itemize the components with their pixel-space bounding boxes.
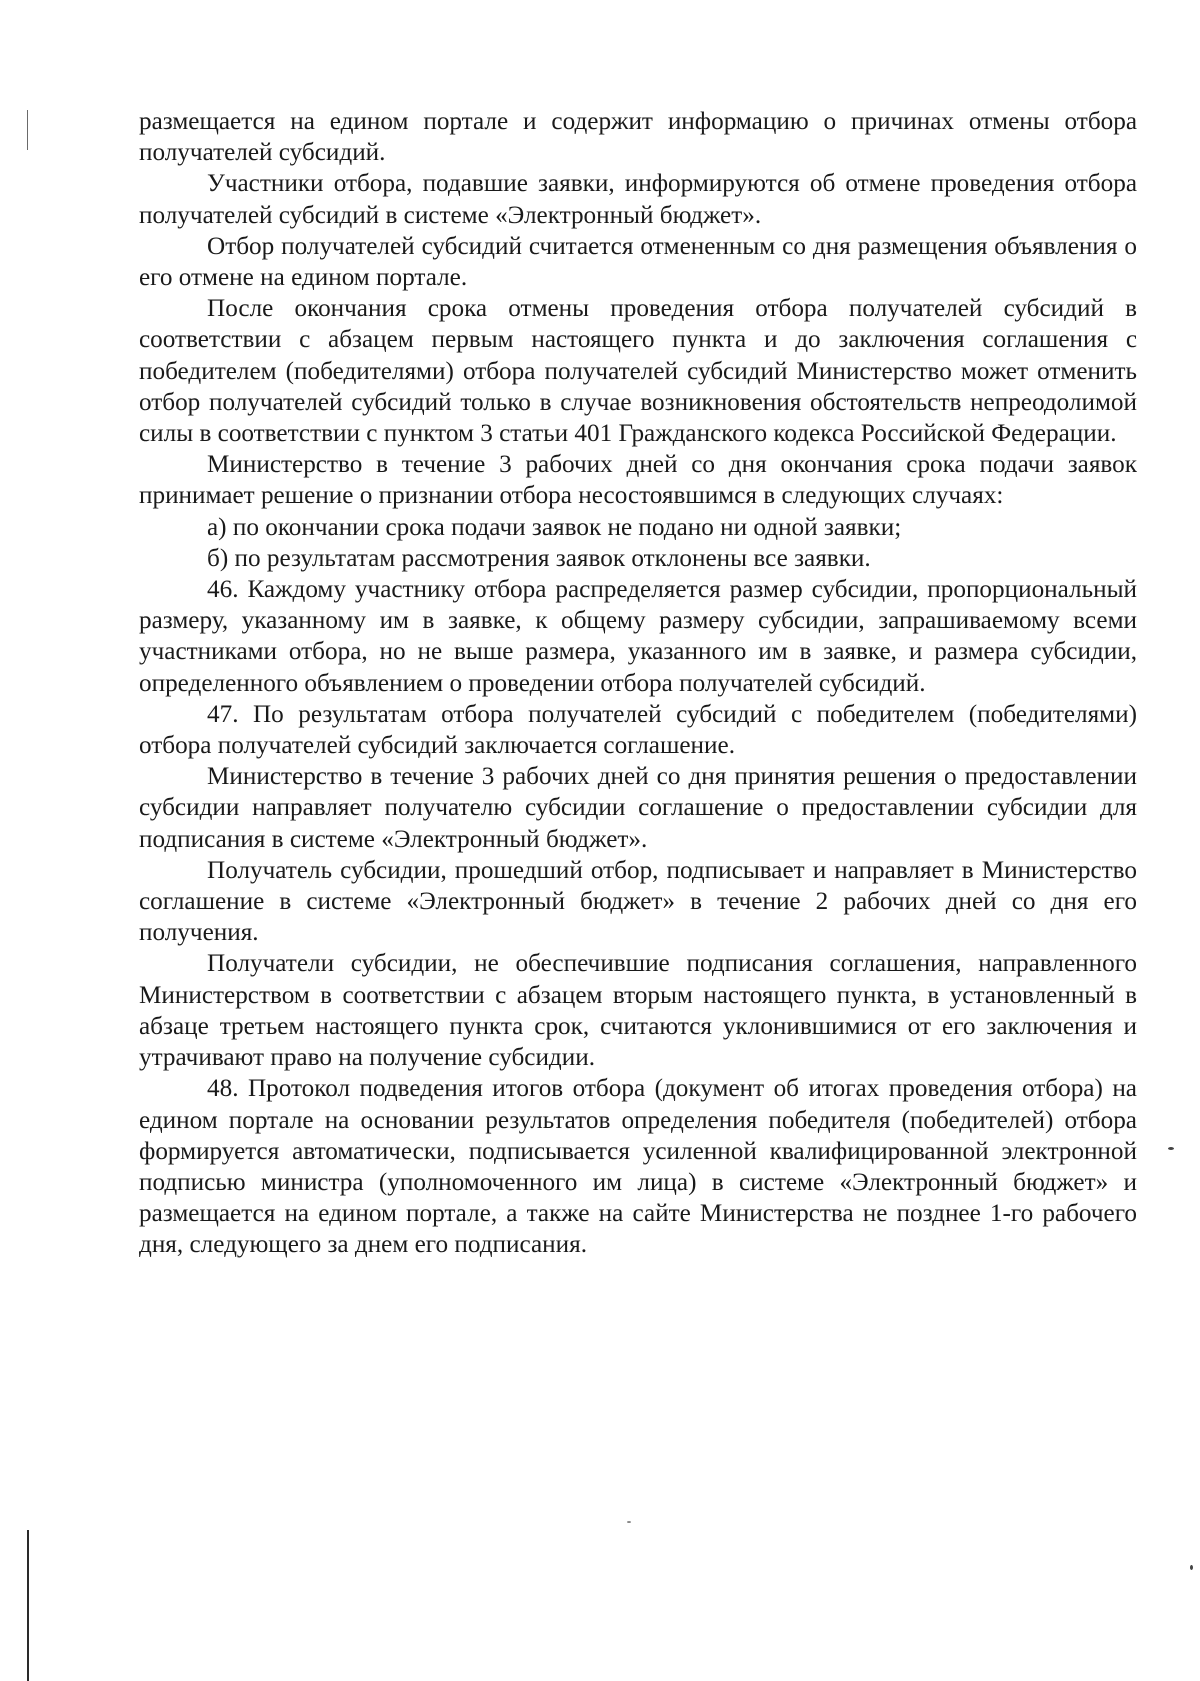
clause-46: 46. Каждому участнику отбора распределяется размер субсидии, пропорциональный размеру, указанному им в заявке, к общему размеру субсидии, запрашиваемому всеми участниками отбора, но не выше размера, указанного им в заявке, и размера субсидии, определенного объявлением о проведении отбора получателей субсидий.: [139, 576, 1137, 697]
scan-edge-line: [27, 1530, 29, 1681]
paragraph-continuation: размещается на едином портале и содержит информацию о причинах отмены отбора получателей субсидий.: [139, 108, 1137, 167]
scan-edge-mark: [27, 110, 28, 150]
paragraph: Участники отбора, подавшие заявки, информируются об отмене проведения отбора получателей субсидий в системе «Электронный бюджет».: [139, 170, 1137, 229]
paragraph: Министерство в течение 3 рабочих дней со дня окончания срока подачи заявок принимает решение о признании отбора несостоявшимся в следующих случаях:: [139, 451, 1137, 510]
scan-speck: [627, 1521, 631, 1523]
scan-speck: [1190, 1565, 1193, 1570]
clause-48: 48. Протокол подведения итогов отбора (документ об итогах проведения отбора) на едином портале на основании результатов определения победителя (победителей) отбора формируется автоматически, подписывается усиленной квалифицированной электронной подписью министра (уполномоченного им лица) в системе «Электронный бюджет» и размещается на едином портале, а также на сайте Министерства не позднее 1-го рабочего дня, следующего за днем его подписания.: [139, 1075, 1137, 1259]
list-item: а) по окончании срока подачи заявок не подано ни одной заявки;: [207, 513, 902, 541]
paragraph: Получатель субсидии, прошедший отбор, подписывает и направляет в Министерство соглашение в системе «Электронный бюджет» в течение 2 рабочих дней со дня его получения.: [139, 856, 1137, 947]
scan-speck: [1168, 1147, 1174, 1150]
paragraph: Министерство в течение 3 рабочих дней со дня принятия решения о предоставлении субсидии направляет получателю субсидии соглашение о предоставлении субсидии для подписания в системе «Электронный бюджет».: [139, 763, 1137, 853]
paragraph: Отбор получателей субсидий считается отмененным со дня размещения объявления о его отмене на едином портале.: [139, 232, 1137, 292]
paragraph: После окончания срока отмены проведения отбора получателей субсидий в соответствии с абзацем первым настоящего пункта и до заключения соглашения с победителем (победителями) отбора получателей субсидий Министерство может отменить отбор получателей субсидий только в случае возникновения обстоятельств непреодолимой силы в соответствии с пунктом 3 статьи 401 Гражданского кодекса Российской Федерации.: [139, 295, 1137, 448]
list-item: б) по результатам рассмотрения заявок отклонены все заявки.: [207, 544, 871, 572]
clause-47: 47. По результатам отбора получателей субсидий с победителем (победителями) отбора получателей субсидий заключается соглашение.: [139, 700, 1137, 760]
paragraph: Получатели субсидии, не обеспечившие подписания соглашения, направленного Министерством в соответствии с абзацем вторым настоящего пункта, в установленный в абзаце третьем настоящего пункта срок, считаются уклонившимися от его заключения и утрачивают право на получение субсидии.: [139, 950, 1137, 1072]
document-body: [139, 106, 1137, 1261]
